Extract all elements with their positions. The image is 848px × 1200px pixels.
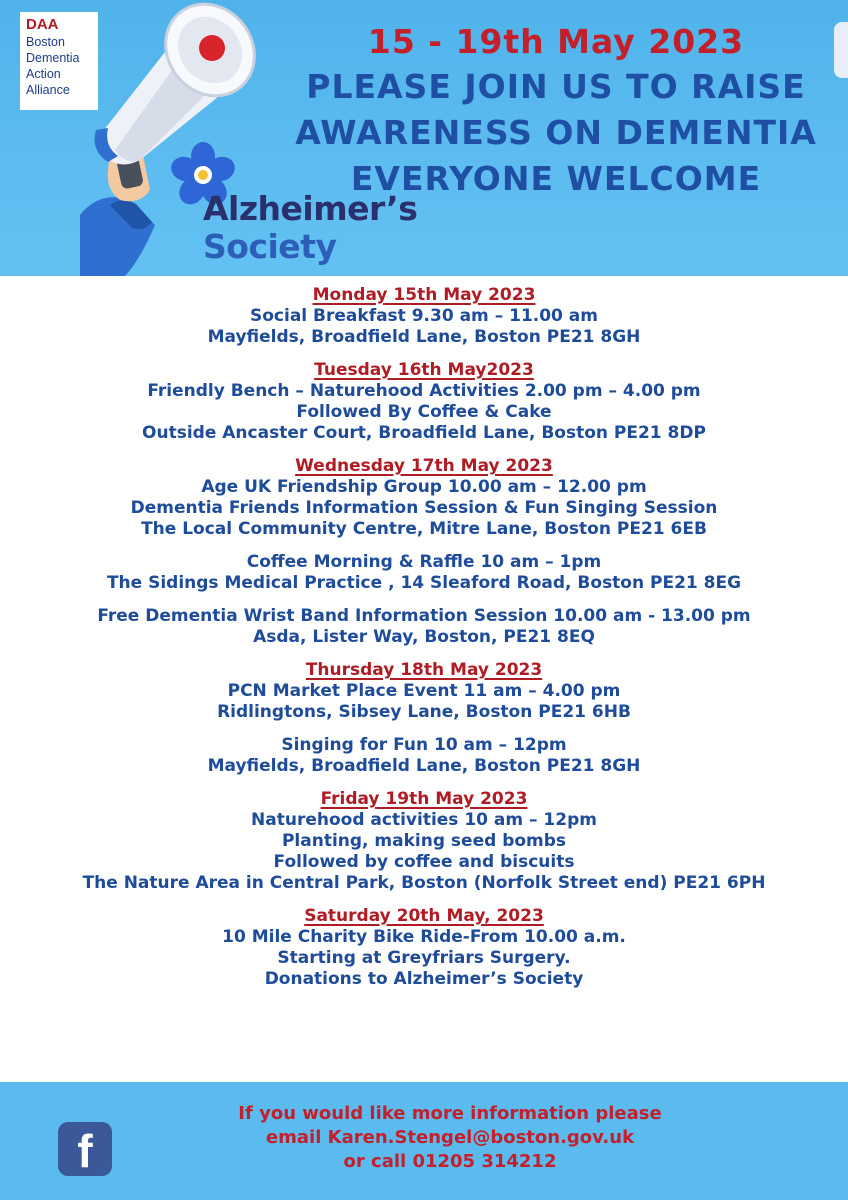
daa-logo-line: Boston — [26, 35, 65, 49]
event-line: Donations to Alzheimer’s Society — [264, 969, 584, 989]
footer-banner — [0, 1082, 848, 1200]
event-line: Singing for Fun 10 am – 12pm — [281, 735, 567, 755]
event-line: Mayfields, Broadfield Lane, Boston PE21 8GH — [207, 756, 641, 776]
event-item — [0, 681, 848, 723]
day-title: Saturday 20th May, 2023 — [304, 906, 544, 926]
event-line: Mayfields, Broadfield Lane, Boston PE21 8GH — [207, 327, 641, 347]
facebook-icon[interactable] — [58, 1122, 112, 1176]
day-friday — [0, 789, 848, 894]
contact-email[interactable]: email Karen.Stengel@boston.gov.uk — [265, 1127, 635, 1148]
headline — [280, 20, 832, 202]
day-wednesday — [0, 456, 848, 648]
headline-line: PLEASE JOIN US TO RAISE — [306, 67, 806, 106]
event-item — [0, 477, 848, 540]
day-thursday — [0, 660, 848, 777]
event-line: Ridlingtons, Sibsey Lane, Boston PE21 6HB — [217, 702, 631, 722]
event-line: Planting, making seed bombs — [281, 831, 567, 851]
day-tuesday — [0, 360, 848, 444]
headline-line: EVERYONE WELCOME — [350, 159, 762, 198]
day-title: Tuesday 16th May2023 — [314, 360, 534, 380]
event-line: Followed By Coffee & Cake — [296, 402, 552, 422]
daa-logo-line: Dementia — [26, 51, 80, 65]
day-saturday — [0, 906, 848, 990]
event-item — [0, 606, 848, 648]
event-line: The Sidings Medical Practice , 14 Sleaford Road, Boston PE21 8EG — [106, 573, 742, 593]
contact-phone[interactable]: or call 01205 314212 — [343, 1151, 557, 1172]
day-title: Wednesday 17th May 2023 — [295, 456, 553, 476]
event-line: Friendly Bench – Naturehood Activities 2.00 pm – 4.00 pm — [147, 381, 701, 401]
event-item — [0, 735, 848, 777]
event-line: Outside Ancaster Court, Broadfield Lane, Boston PE21 8DP — [142, 423, 706, 443]
event-line: Starting at Greyfriars Surgery. — [277, 948, 571, 968]
event-line: 10 Mile Charity Bike Ride-From 10.00 a.m. — [222, 927, 626, 947]
event-line: The Local Community Centre, Mitre Lane, Boston PE21 6EB — [141, 519, 707, 539]
decorative-tab — [834, 22, 848, 78]
contact-line: If you would like more information please — [238, 1103, 662, 1124]
event-line: Followed by coffee and biscuits — [273, 852, 575, 872]
event-line: Social Breakfast 9.30 am – 11.00 am — [250, 306, 598, 326]
headline-line: AWARENESS ON DEMENTIA — [295, 113, 817, 152]
contact-info — [150, 1102, 750, 1174]
facebook-glyph: f — [77, 1125, 93, 1177]
day-title: Monday 15th May 2023 — [312, 285, 536, 305]
date-range: 15 - 19th May 2023 — [367, 22, 745, 61]
day-title: Friday 19th May 2023 — [320, 789, 528, 809]
daa-logo-title: DAA — [26, 16, 59, 33]
event-item — [0, 552, 848, 594]
event-line: PCN Market Place Event 11 am – 4.00 pm — [227, 681, 621, 701]
event-line: Age UK Friendship Group 10.00 am – 12.00 pm — [201, 477, 647, 497]
alzheimers-logo-line1: Alzheimer’s — [203, 189, 418, 228]
daa-logo-line: Alliance — [26, 83, 70, 97]
event-line: Naturehood activities 10 am – 12pm — [251, 810, 597, 830]
event-schedule — [0, 285, 848, 1002]
event-line: The Nature Area in Central Park, Boston (Norfolk Street end) PE21 6PH — [82, 873, 766, 893]
alzheimers-logo-line2: Society — [203, 227, 337, 266]
event-line: Coffee Morning & Raffle 10 am – 1pm — [246, 552, 602, 572]
event-line: Asda, Lister Way, Boston, PE21 8EQ — [253, 627, 595, 647]
day-monday — [0, 285, 848, 348]
day-title: Thursday 18th May 2023 — [305, 660, 543, 680]
event-line: Free Dementia Wrist Band Information Session 10.00 am - 13.00 pm — [97, 606, 751, 626]
daa-logo-line: Action — [26, 67, 61, 81]
header-banner — [0, 0, 848, 276]
event-line: Dementia Friends Information Session & Fun Singing Session — [130, 498, 718, 518]
